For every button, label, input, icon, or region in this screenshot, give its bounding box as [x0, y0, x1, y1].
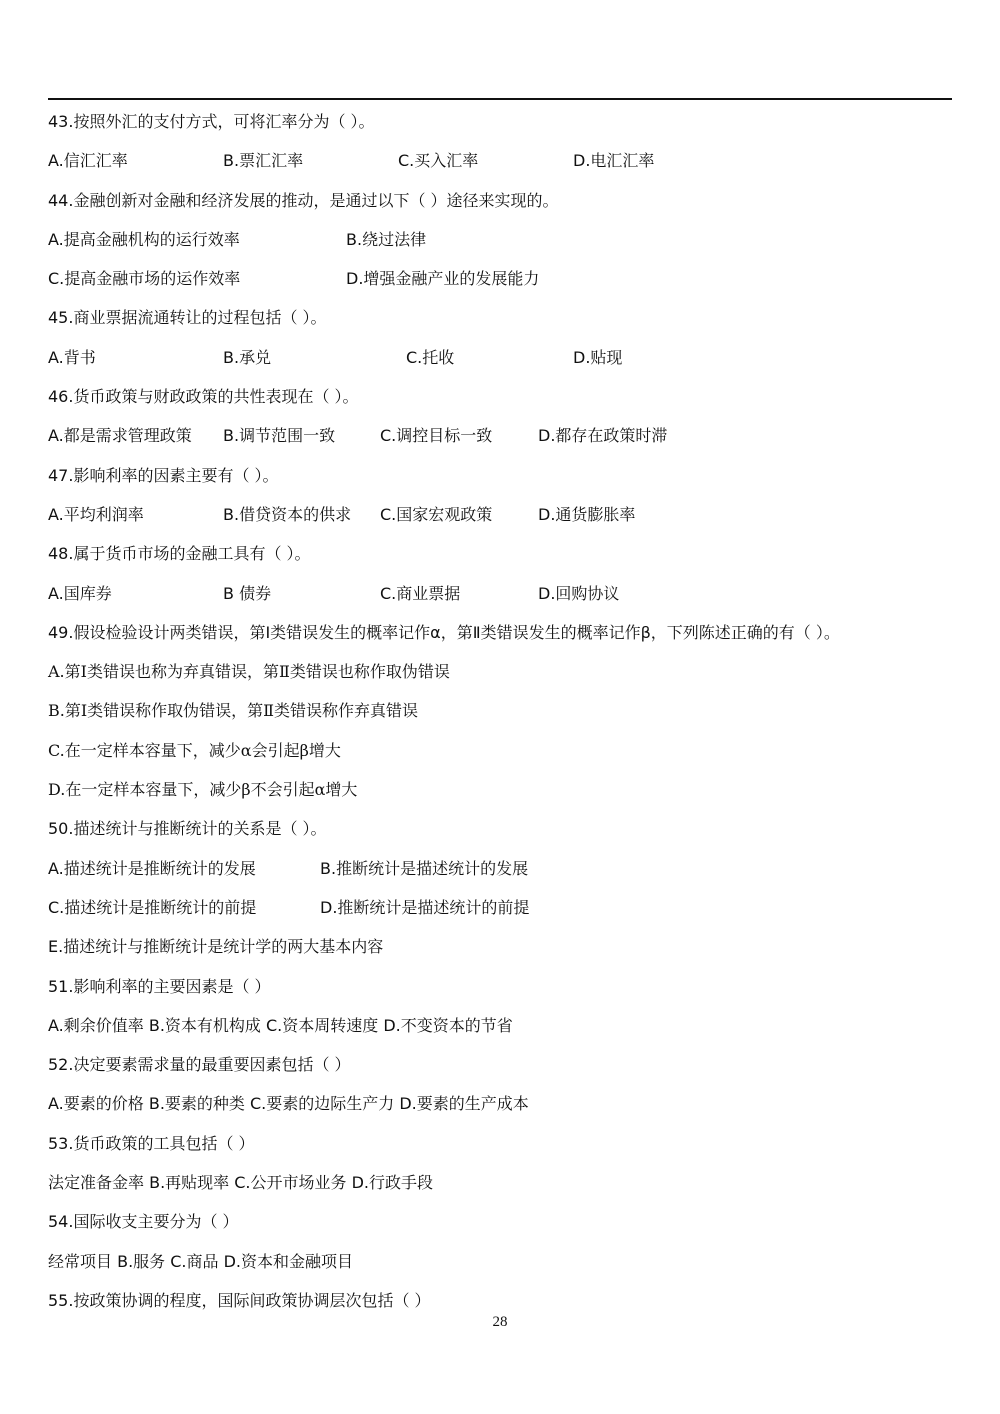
option-row — [48, 888, 952, 927]
option-text: 经常项目 B.服务 C.商品 D.资本和金融项目 — [48, 1251, 353, 1271]
question-text: 53.货币政策的工具包括（ ） — [48, 1133, 255, 1153]
question-text: 49.假设检验设计两类错误，第Ⅰ类错误发生的概率记作α，第Ⅱ类错误发生的概率记作β，下列陈述正确的有（ ）。 — [48, 622, 840, 642]
question-text: 43.按照外汇的支付方式，可将汇率分为（ ）。 — [48, 112, 375, 131]
option: A.提高金融机构的运行效率 — [48, 229, 240, 249]
option: B 债券 — [223, 583, 272, 603]
option: D.回购协议 — [538, 583, 620, 603]
option: D.贴现 — [573, 347, 623, 367]
option: A.国库券 — [48, 583, 112, 603]
option-text: E.描述统计与推断统计是统计学的两大基本内容 — [48, 937, 384, 957]
option-row — [48, 574, 952, 613]
option-row — [48, 259, 952, 298]
header-rule — [48, 98, 952, 100]
option: A.描述统计是推断统计的发展 — [48, 858, 256, 878]
option-row — [48, 141, 952, 180]
page-number: 28 — [492, 1314, 508, 1330]
option: C.买入汇率 — [398, 151, 479, 171]
question-text: 45.商业票据流通转让的过程包括（ ）。 — [48, 308, 327, 328]
option: D.增强金融产业的发展能力 — [346, 269, 540, 289]
question-text: 46.货币政策与财政政策的共性表现在（ ）。 — [48, 387, 359, 407]
option: C.调控目标一致 — [380, 426, 493, 446]
option: C.描述统计是推断统计的前提 — [48, 897, 257, 917]
option-row — [48, 220, 952, 259]
option: C.商业票据 — [380, 583, 461, 603]
option: B.推断统计是描述统计的发展 — [320, 858, 529, 878]
option: A.平均利润率 — [48, 504, 144, 524]
option-text: D.在一定样本容量下，减少β不会引起α增大 — [48, 780, 358, 800]
option-text: B.第Ⅰ类错误称作取伪错误，第Ⅱ类错误称作弃真错误 — [48, 701, 419, 721]
option: D.推断统计是描述统计的前提 — [320, 897, 530, 917]
option: A.都是需求管理政策 — [48, 426, 192, 446]
question-text: 47.影响利率的因素主要有（ ）。 — [48, 465, 279, 485]
option-text: A.第Ⅰ类错误也称为弃真错误，第Ⅱ类错误也称作取伪错误 — [48, 662, 450, 682]
question-text: 52.决定要素需求量的最重要因素包括（ ） — [48, 1055, 351, 1075]
question-text: 55.按政策协调的程度，国际间政策协调层次包括（ ） — [48, 1290, 431, 1310]
option-text: C.在一定样本容量下，减少α会引起β增大 — [48, 740, 341, 760]
option: C.提高金融市场的运作效率 — [48, 269, 241, 289]
option: B.承兑 — [223, 347, 272, 367]
question-text: 44.金融创新对金融和经济发展的推动，是通过以下（ ）途径来实现的。 — [48, 190, 559, 210]
question-list — [48, 102, 952, 1320]
option: C.国家宏观政策 — [380, 504, 493, 524]
option: B.借贷资本的供求 — [223, 504, 352, 524]
question-text: 48.属于货币市场的金融工具有（ ）。 — [48, 544, 311, 564]
question-text: 54.国际收支主要分为（ ） — [48, 1212, 239, 1232]
option-text: A.要素的价格 B.要素的种类 C.要素的边际生产力 D.要素的生产成本 — [48, 1094, 529, 1114]
option: B.绕过法律 — [346, 229, 427, 249]
option: D.电汇汇率 — [573, 151, 655, 171]
option-row — [48, 495, 952, 534]
option: A.背书 — [48, 347, 96, 367]
option: B.票汇汇率 — [223, 151, 304, 171]
option: C.托收 — [406, 347, 455, 367]
option-text: 法定准备金率 B.再贴现率 C.公开市场业务 D.行政手段 — [48, 1173, 433, 1193]
option-row — [48, 416, 952, 455]
option-text: A.剩余价值率 B.资本有机构成 C.资本周转速度 D.不变资本的节省 — [48, 1015, 513, 1035]
question-text: 51.影响利率的主要因素是（ ） — [48, 976, 271, 996]
option: D.都存在政策时滞 — [538, 426, 668, 446]
option: A.信汇汇率 — [48, 151, 128, 171]
question-text: 50.描述统计与推断统计的关系是（ ）。 — [48, 819, 327, 839]
option-row — [48, 849, 952, 888]
option: B.调节范围一致 — [223, 426, 336, 446]
option-row — [48, 338, 952, 377]
option: D.通货膨胀率 — [538, 504, 636, 524]
